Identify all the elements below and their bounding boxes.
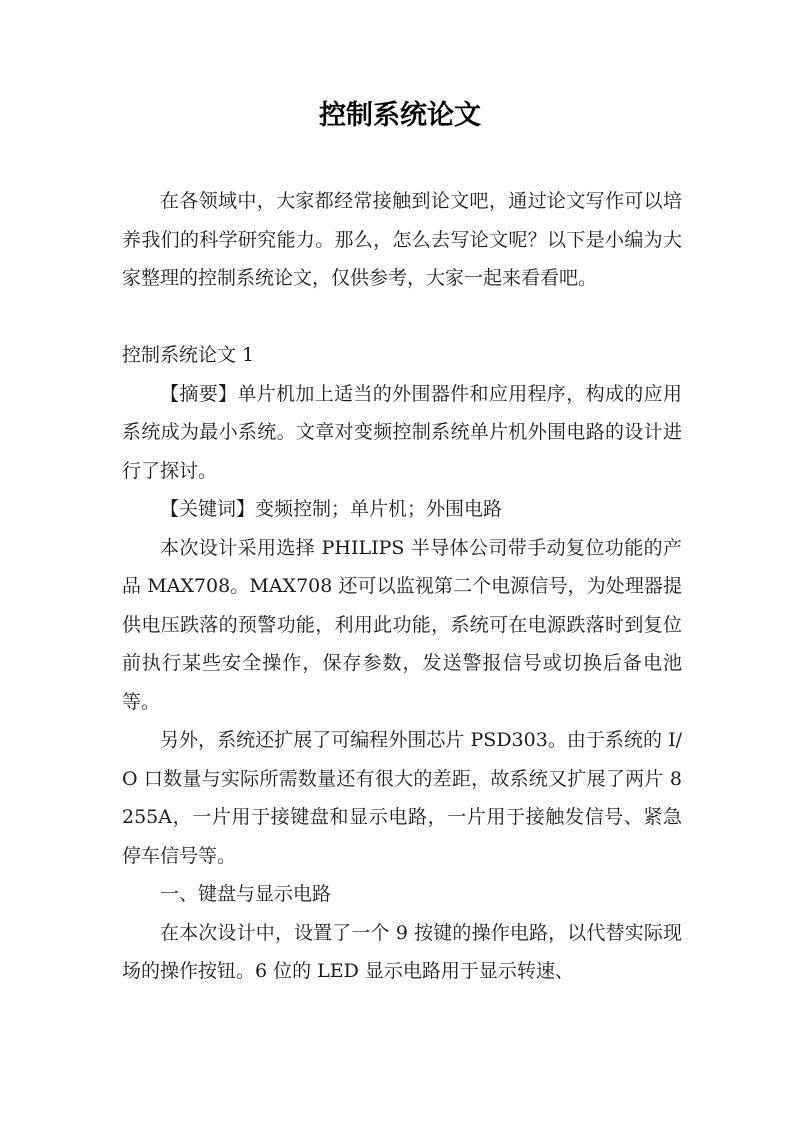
subsection-heading: 一、键盘与显示电路 (160, 883, 332, 905)
section-heading: 控制系统论文 1 (122, 344, 255, 366)
keywords-paragraph: 【关键词】变频控制；单片机；外围电路 (160, 498, 503, 520)
document-body (122, 182, 682, 991)
body-paragraph: 另外，系统还扩展了可编程外围芯片 PSD303。由于系统的 I/O 口数量与实际所需数量还有很大的差距，故系统又扩展了两片 8255A，一片用于接键盘和显示电路，一片用于接触发信号、紧急停车信号等。 (122, 729, 682, 867)
paragraph-gap (122, 298, 682, 337)
body-paragraph: 在本次设计中，设置了一个 9 按键的操作电路，以代替实际现场的操作按钮。6 位的 LED 显示电路用于显示转速、 (122, 921, 682, 982)
body-paragraph: 本次设计采用选择 PHILIPS 半导体公司带手动复位功能的产品 MAX708。MAX708 还可以监视第二个电源信号，为处理器提供电压跌落的预警功能，利用此功能，系统可在电源跌落时到复位前执行某些安全操作，保存参数，发送警报信号或切换后备电池等。 (122, 536, 682, 713)
intro-paragraph: 在各领域中，大家都经常接触到论文吧，通过论文写作可以培养我们的科学研究能力。那么，怎么去写论文呢？以下是小编为大家整理的控制系统论文，仅供参考，大家一起来看看吧。 (122, 190, 682, 289)
page-title: 控制系统论文 (319, 100, 481, 131)
abstract-paragraph: 【摘要】单片机加上适当的外围器件和应用程序，构成的应用系统成为最小系统。文章对变频控制系统单片机外围电路的设计进行了探讨。 (122, 382, 682, 482)
